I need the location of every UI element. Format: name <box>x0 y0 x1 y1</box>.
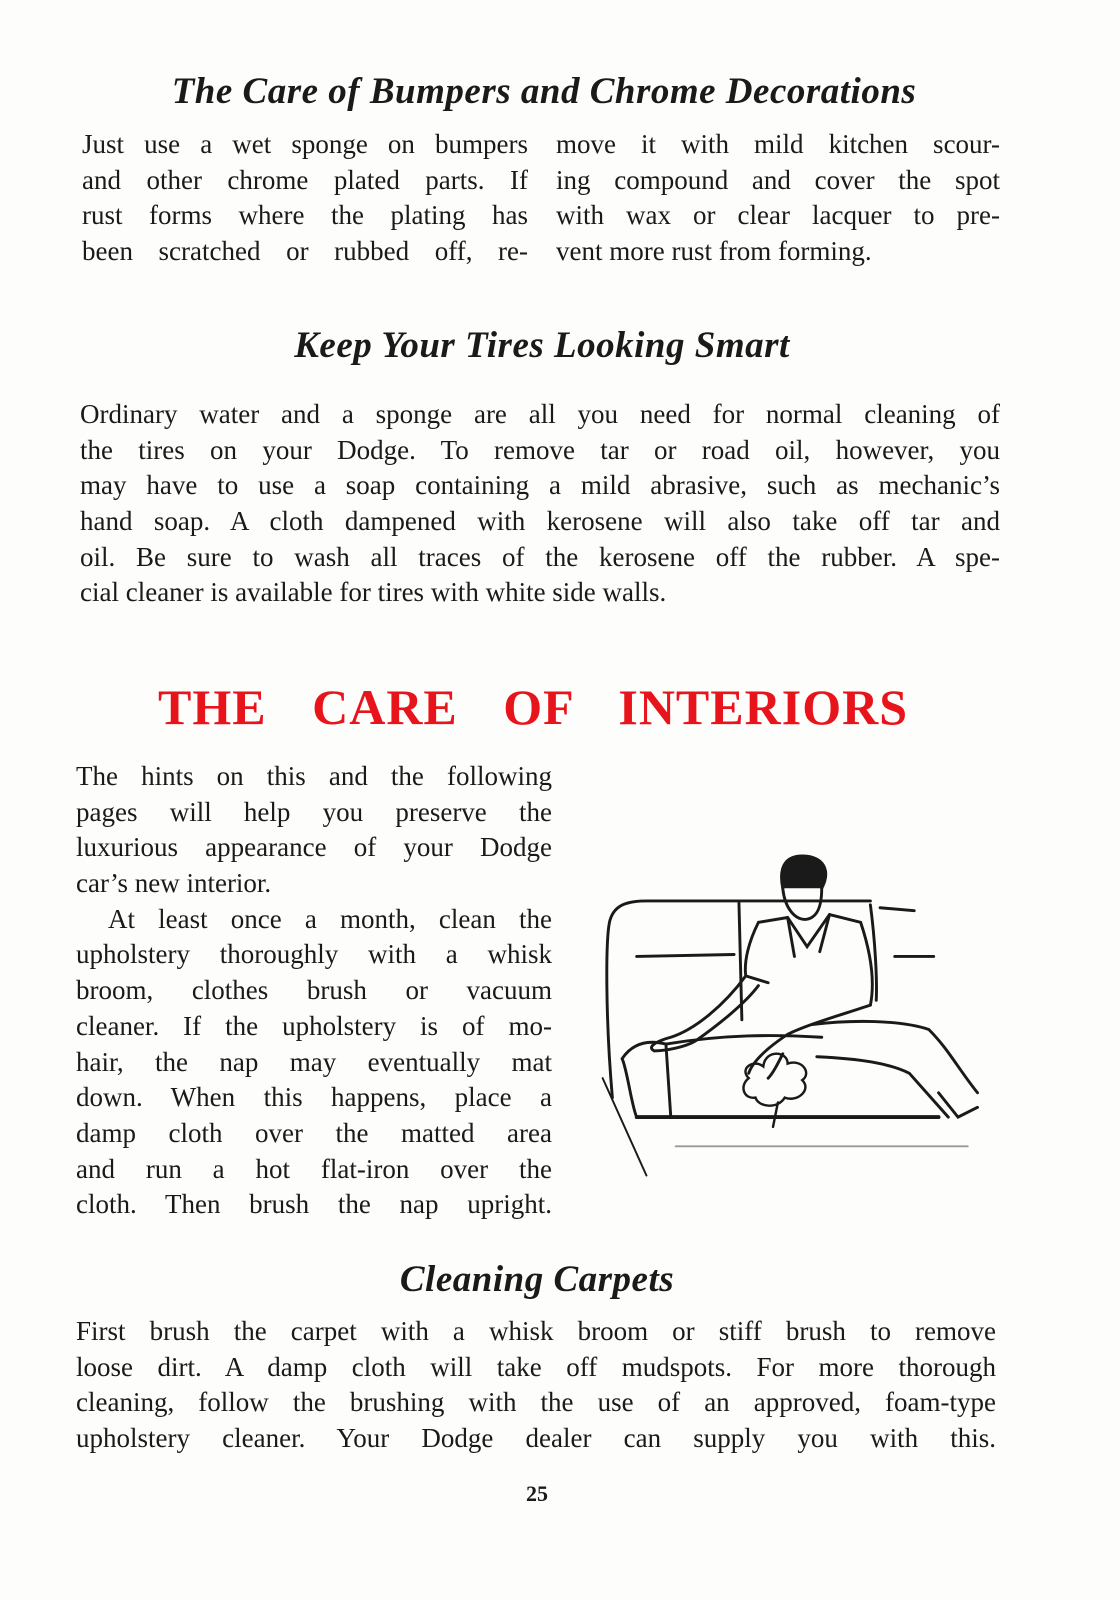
text-line: damp cloth over the matted area <box>76 1117 552 1148</box>
bumpers-left-column <box>82 127 528 270</box>
text-line: hair, the nap may eventually mat <box>76 1046 552 1077</box>
text-line: cleaner. If the upholstery is of mo- <box>76 1010 552 1041</box>
text-line: and other chrome plated parts. If <box>82 164 528 195</box>
man-brushing-upholstery-illustration <box>575 825 1010 1195</box>
text-line: may have to use a soap containing a mild abrasive, such as mechanic’s <box>80 470 1000 501</box>
tires-heading: Keep Your Tires Looking Smart <box>294 325 790 366</box>
text-line: down. When this happens, place a <box>76 1082 552 1113</box>
text-line: vent more rust from forming. <box>556 236 872 267</box>
interiors-heading: THE CARE OF INTERIORS <box>158 679 908 735</box>
text-line: broom, clothes brush or vacuum <box>76 975 552 1006</box>
text-line: cloth. Then brush the nap upright. <box>76 1189 552 1220</box>
text-line: oil. Be sure to wash all traces of the kerosene off the rubber. A spe- <box>80 541 1000 572</box>
text-line: Just use a wet sponge on bumpers <box>82 129 528 159</box>
bumpers-heading: The Care of Bumpers and Chrome Decorations <box>171 71 917 112</box>
tires-paragraph <box>80 397 1000 611</box>
text-line: and run a hot flat-iron over the <box>76 1153 552 1184</box>
text-line: pages will help you preserve the <box>76 796 552 827</box>
text-line: move it with mild kitchen scour- <box>556 129 1000 159</box>
text-line: Ordinary water and a sponge are all you need for normal cleaning of <box>80 399 1000 429</box>
text-line: been scratched or rubbed off, re- <box>82 236 528 267</box>
text-line: luxurious appearance of your Dodge <box>76 832 552 863</box>
text-line: At least once a month, clean the <box>108 903 552 934</box>
text-line: with wax or clear lacquer to pre- <box>556 200 1000 231</box>
text-line: the tires on your Dodge. To remove tar or road oil, however, you <box>80 434 1000 465</box>
text-line: car’s new interior. <box>76 868 272 899</box>
text-line: hand soap. A cloth dampened with kerosene will also take off tar and <box>80 506 1000 537</box>
text-line: The hints on this and the following <box>76 761 552 791</box>
bumpers-right-column <box>556 127 1000 270</box>
text-line: cleaning, follow the brushing with the use of an approved, foam-type <box>76 1387 996 1418</box>
text-line: ing compound and cover the spot <box>556 164 1000 195</box>
text-line: upholstery cleaner. Your Dodge dealer can supply you with this. <box>76 1423 996 1454</box>
text-line: upholstery thoroughly with a whisk <box>76 939 552 970</box>
text-line: cial cleaner is available for tires with white side walls. <box>80 577 667 608</box>
carpets-paragraph <box>76 1314 996 1457</box>
page-number: 25 <box>526 1481 548 1506</box>
text-line: loose dirt. A damp cloth will take off mudspots. For more thorough <box>76 1351 996 1382</box>
carpets-heading: Cleaning Carpets <box>399 1259 675 1300</box>
interiors-text <box>76 759 552 1223</box>
text-line: First brush the carpet with a whisk broom or stiff brush to remove <box>76 1316 996 1346</box>
text-line: rust forms where the plating has <box>82 200 528 231</box>
